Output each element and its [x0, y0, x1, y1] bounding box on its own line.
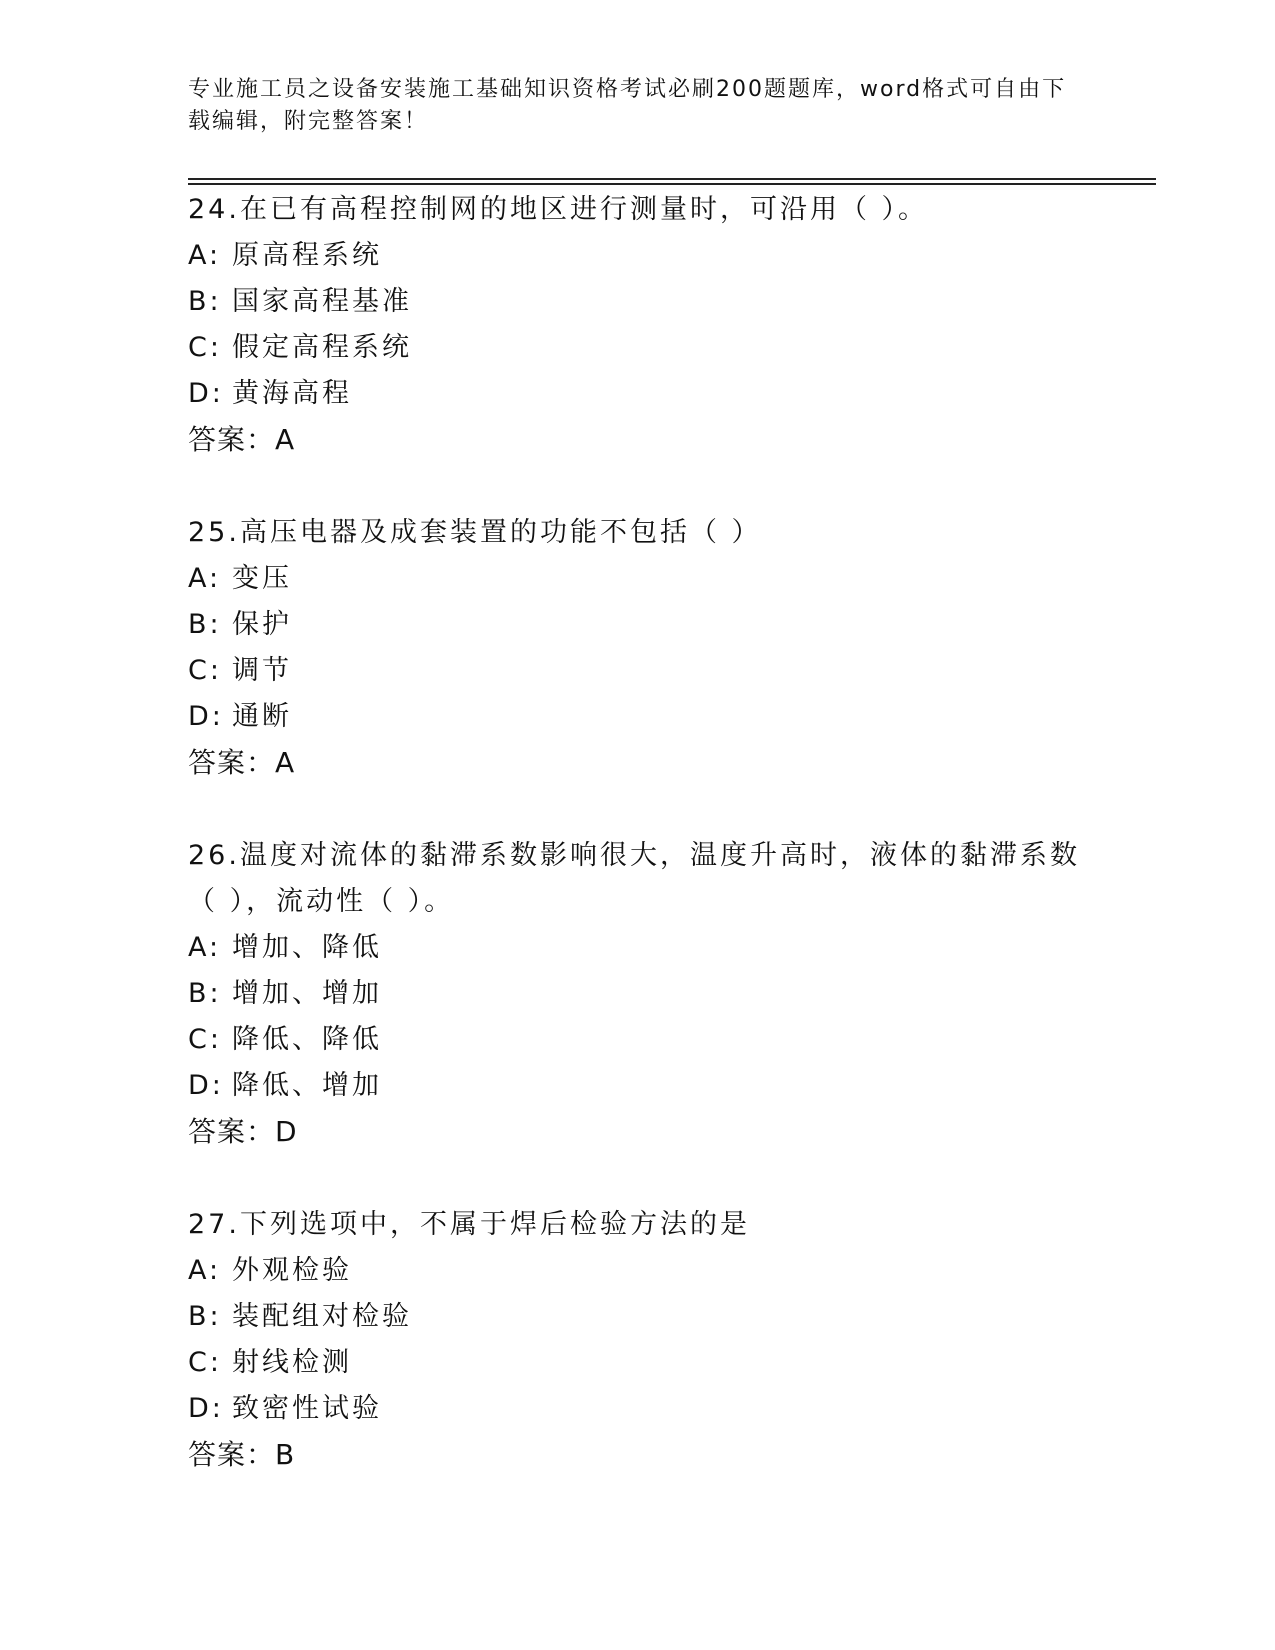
option-b	[188, 602, 1088, 648]
option-c	[188, 1340, 1088, 1386]
option-letter: B:	[188, 978, 222, 1009]
option-text: 降低、降低	[232, 1024, 382, 1055]
option-text: 保护	[232, 609, 292, 640]
option-text: 装配组对检验	[232, 1301, 412, 1332]
answer-line: 答案：A	[188, 746, 296, 779]
question-list	[188, 187, 1088, 1525]
question-27	[188, 1202, 1088, 1478]
option-letter: C:	[188, 1347, 222, 1378]
question-title: 27.下列选项中，不属于焊后检验方法的是	[188, 1209, 750, 1240]
option-letter: B:	[188, 609, 222, 640]
option-text: 调节	[232, 655, 292, 686]
option-a	[188, 1248, 1088, 1294]
option-d	[188, 694, 1088, 740]
answer-line: 答案：D	[188, 1115, 298, 1148]
option-letter: A:	[188, 1255, 222, 1286]
option-b	[188, 971, 1088, 1017]
option-text: 射线检测	[232, 1347, 352, 1378]
answer-line: 答案：A	[188, 423, 296, 456]
option-text: 变压	[232, 563, 292, 594]
question-26	[188, 833, 1088, 1155]
option-letter: B:	[188, 1301, 222, 1332]
option-letter: D:	[188, 1070, 224, 1101]
option-letter: D:	[188, 378, 224, 409]
document-header: 专业施工员之设备安装施工基础知识资格考试必刷200题题库，word格式可自由下载编辑，附完整答案！	[188, 77, 1067, 134]
option-d	[188, 371, 1088, 417]
option-text: 增加、增加	[232, 978, 382, 1009]
option-letter: B:	[188, 286, 222, 317]
header-divider-top	[188, 178, 1156, 180]
option-d	[188, 1063, 1088, 1109]
option-c	[188, 1017, 1088, 1063]
question-25	[188, 510, 1088, 786]
option-a	[188, 925, 1088, 971]
option-letter: A:	[188, 240, 222, 271]
question-24	[188, 187, 1088, 463]
option-text: 原高程系统	[232, 240, 382, 271]
option-b	[188, 279, 1088, 325]
question-title: 26.温度对流体的黏滞系数影响很大，温度升高时，液体的黏滞系数（ ），流动性（ ）。	[188, 840, 1080, 917]
answer-line: 答案：B	[188, 1438, 296, 1471]
option-d	[188, 1386, 1088, 1432]
option-b	[188, 1294, 1088, 1340]
option-text: 通断	[232, 701, 292, 732]
option-a	[188, 556, 1088, 602]
option-letter: C:	[188, 655, 222, 686]
option-text: 增加、降低	[232, 932, 382, 963]
question-title: 25.高压电器及成套装置的功能不包括（ ）	[188, 517, 762, 548]
option-c	[188, 325, 1088, 371]
option-letter: D:	[188, 701, 224, 732]
question-title: 24.在已有高程控制网的地区进行测量时，可沿用（ ）。	[188, 194, 929, 225]
option-c	[188, 648, 1088, 694]
option-letter: D:	[188, 1393, 224, 1424]
option-text: 国家高程基准	[232, 286, 412, 317]
option-letter: A:	[188, 932, 222, 963]
option-text: 黄海高程	[232, 378, 352, 409]
option-text: 降低、增加	[232, 1070, 382, 1101]
option-a	[188, 233, 1088, 279]
option-letter: C:	[188, 332, 222, 363]
option-text: 假定高程系统	[232, 332, 412, 363]
option-text: 外观检验	[232, 1255, 352, 1286]
option-letter: C:	[188, 1024, 222, 1055]
option-text: 致密性试验	[232, 1393, 382, 1424]
option-letter: A:	[188, 563, 222, 594]
header-divider-bottom	[188, 183, 1156, 185]
